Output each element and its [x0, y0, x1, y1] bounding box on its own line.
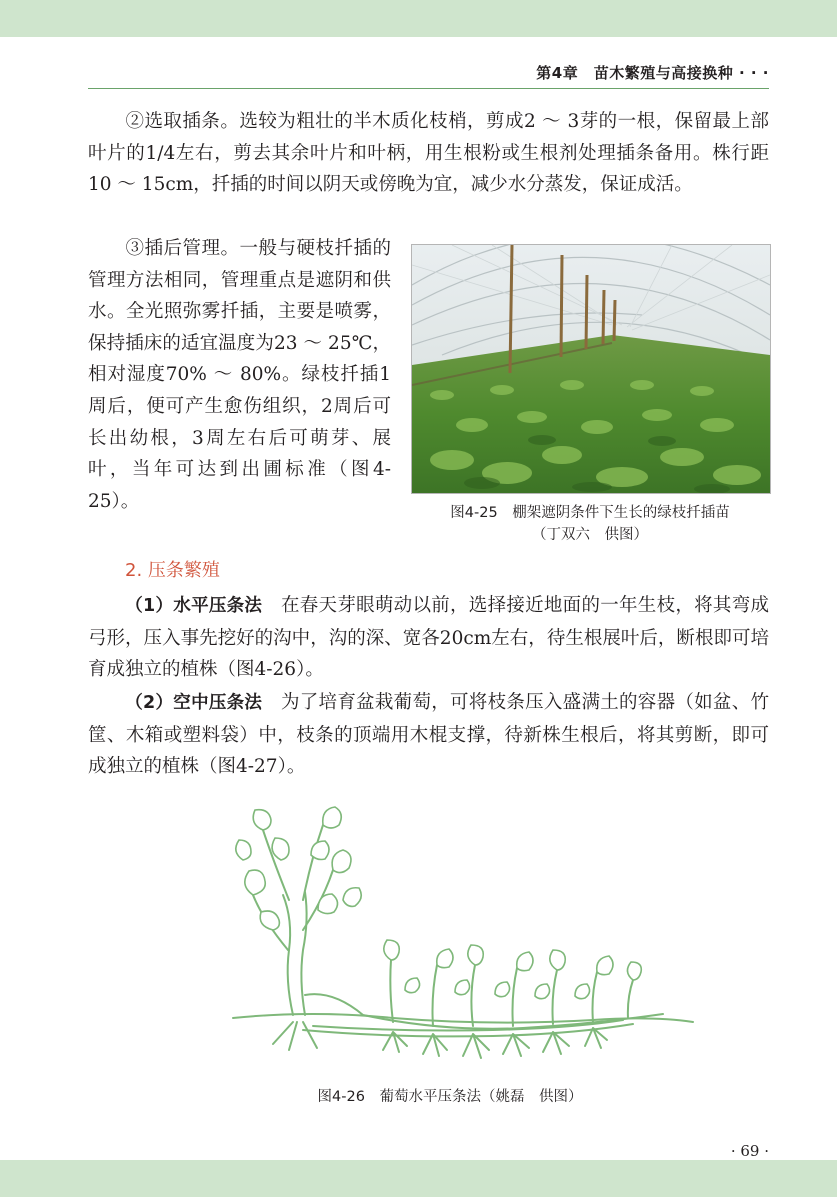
- paragraph-text: 在春天芽眼萌动以前，选择接近地面的一年生枝，将其弯成弓形，压入事先挖好的沟中，沟的深、宽各20cm左右，待生根展叶后，断根即可培育成独立的植株（图4-26）。: [88, 595, 769, 681]
- figure-4-25-caption: [411, 502, 769, 546]
- bottom-color-band: [0, 1160, 837, 1197]
- paragraph-text: ③插后管理。一般与硬枝扦插的管理方法相同，管理重点是遮阴和供水。全光照弥雾扦插，主要是喷雾，保持插床的适宜温度为23 ～ 25℃，相对湿度70% ～ 80%。绿枝扦插1周后，便可产生愈伤组织，2周后可长出幼根，3周左右后可萌芽、展叶，当年可达到出圃标准（图4-25）。: [88, 238, 391, 512]
- running-header: 第4章 苗木繁殖与高接换种 · · ·: [536, 64, 769, 82]
- grape-layering-sketch: [193, 800, 703, 1070]
- grape-layering-drawing: [193, 800, 703, 1070]
- paragraph-air-layering: [88, 687, 769, 783]
- paragraph-post-cutting-care: [88, 233, 391, 517]
- greenhouse-photo-drawing: [412, 245, 770, 493]
- caption-line-1: 图4-25 棚架遮阴条件下生长的绿枝扦插苗: [450, 505, 730, 521]
- top-color-band: [0, 0, 837, 37]
- greenhouse-cuttings-photo: [411, 244, 771, 494]
- header-rule: [88, 88, 769, 89]
- paragraph-text: ②选取插条。选较为粗壮的半木质化枝梢，剪成2 ～ 3芽的一根，保留最上部叶片的1/4左右，剪去其余叶片和叶柄，用生根粉或生根剂处理插条备用。株行距10 ～ 15cm，扦插的时间以阴天或傍晚为宜，减少水分蒸发，保证成活。: [88, 111, 769, 196]
- term-horizontal-layering: （1）水平压条法: [125, 596, 263, 616]
- paragraph-select-cuttings: [88, 106, 769, 201]
- page-number: · 69 ·: [730, 1142, 769, 1160]
- caption-line-2: （丁双六 供图）: [532, 527, 648, 543]
- figure-4-26-caption: 图4-26 葡萄水平压条法（姚磊 供图）: [317, 1089, 583, 1105]
- paragraph-horizontal-layering: [88, 590, 769, 686]
- section-heading-layering: 2. 压条繁殖: [125, 560, 220, 581]
- term-air-layering: （2）空中压条法: [125, 693, 263, 713]
- paragraph-text: 为了培育盆栽葡萄，可将枝条压入盛满土的容器（如盆、竹筐、木箱或塑料袋）中，枝条的顶端用木棍支撑，待新株生根后，将其剪断，即可成独立的植株（图4-27）。: [88, 692, 769, 778]
